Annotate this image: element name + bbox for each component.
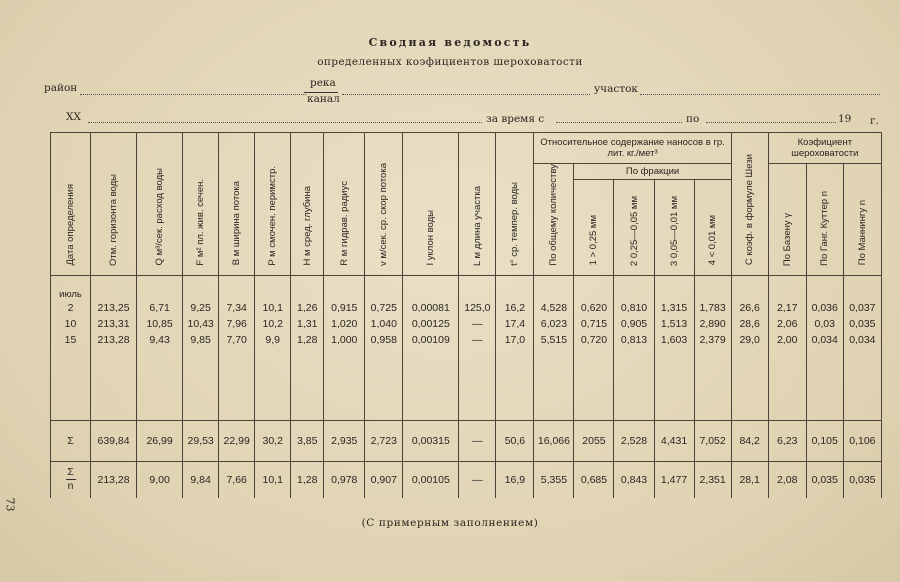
roughness-table: [50, 132, 882, 498]
col-t: t° ср. темпер. воды: [496, 133, 534, 276]
col-l: L м длина участка: [459, 133, 496, 276]
col-q: Q м³/сек. расход воды: [137, 133, 183, 276]
document-subtitle: определенных коэфициентов шероховатости: [317, 56, 583, 68]
mean-fraction: $\frac{\Sigma}{n}$: [67, 466, 74, 493]
uchastok-label: участок: [594, 83, 638, 95]
col-f4: 4 < 0,01 мм: [694, 179, 731, 275]
col-i: I уклон воды: [403, 133, 459, 276]
col-f1: 1 > 0,25 мм: [574, 179, 614, 275]
col-c: C коэф. в формуле Шези: [731, 133, 768, 276]
mean-row: $\frac{\Sigma}{n}$ 213,28 9,00 9,84 7,66 10,1 1,28 0,978 0,907 0,00105 — 16,9 5,355 0,685 0,843 1,477 2,351 28,1 2,08 0,035 0,035: [51, 461, 882, 498]
xx-fill-line: [88, 122, 482, 123]
group-coef: Коэфициент шероховатости: [768, 133, 881, 164]
col-r: R м гидрав. радиус: [324, 133, 365, 276]
group-frac: По фракции: [574, 164, 731, 180]
document-title: Сводная ведомость: [368, 36, 532, 49]
rayon-label: район: [44, 82, 78, 94]
col-f2: 2 0,25—0,05 мм: [614, 179, 654, 275]
month-label: июль: [51, 275, 91, 300]
sum-row: Σ 639,84 26,99 29,53 22,99 30,2 3,85 2,935 2,723 0,00315 — 50,6 16,066 2055 2,528 4,431 7,052 84,2 6,23 0,105 0,106: [51, 420, 882, 461]
col-bazen: По Базену γ: [768, 164, 806, 276]
xx-label: XX: [66, 111, 81, 123]
date-to-line: [706, 122, 836, 123]
reka-fill-line: [342, 94, 590, 95]
col-total: По общему количеству: [534, 164, 574, 276]
uchastok-fill-line: [640, 94, 880, 95]
table-row: 15 213,28 9,43 9,85 7,70 9,9 1,28 1,000 0,958 0,00109 — 17,0 5,515 0,720 0,813 1,603 2,379 29,0 2,00 0,034 0,034: [51, 332, 882, 348]
table-row: 2 213,25 6,71 9,25 7,34 10,1 1,26 0,915 0,725 0,00081 125,0 16,2 4,528 0,620 0,810 1,315 1,783 26,6 2,17 0,036 0,037: [51, 300, 882, 316]
po-label: по: [686, 113, 700, 125]
reka-label: река: [310, 77, 336, 89]
date-from-line: [556, 122, 682, 123]
year-label: 19: [838, 113, 852, 125]
rayon-fill-line: [80, 94, 306, 95]
col-date: Дата определения: [51, 133, 91, 276]
col-f: F м² пл. жив. сечен.: [183, 133, 219, 276]
year-suffix-label: г.: [870, 115, 879, 127]
col-h: H м сред. глубина: [291, 133, 324, 276]
col-manning: По Маннингу n: [843, 164, 881, 276]
col-v: v м/сек. ср. скор потока: [365, 133, 403, 276]
footer-note: (С примерным заполнением): [361, 517, 539, 529]
blank-row: [51, 348, 882, 421]
table-row: 10 213,31 10,85 10,43 7,96 10,2 1,31 1,020 1,040 0,00125 — 17,4 6,023 0,715 0,905 1,513 2,890 28,6 2,06 0,03 0,035: [51, 316, 882, 332]
page-number: 73: [3, 497, 17, 512]
kanal-label: канал: [307, 93, 340, 105]
col-kutter: По Ганг. Куттер n: [806, 164, 843, 276]
col-p: P м смочен. перимстр.: [255, 133, 291, 276]
col-otm: Отм. горизонта воды: [91, 133, 137, 276]
col-f3: 3 0,05—0,01 мм: [654, 179, 694, 275]
col-b: B м ширина потока: [219, 133, 255, 276]
group-nanos: Относительное содержание наносов в гр. лит. кг./мет³: [534, 133, 731, 164]
za-vremya-label: за время с: [486, 113, 545, 125]
